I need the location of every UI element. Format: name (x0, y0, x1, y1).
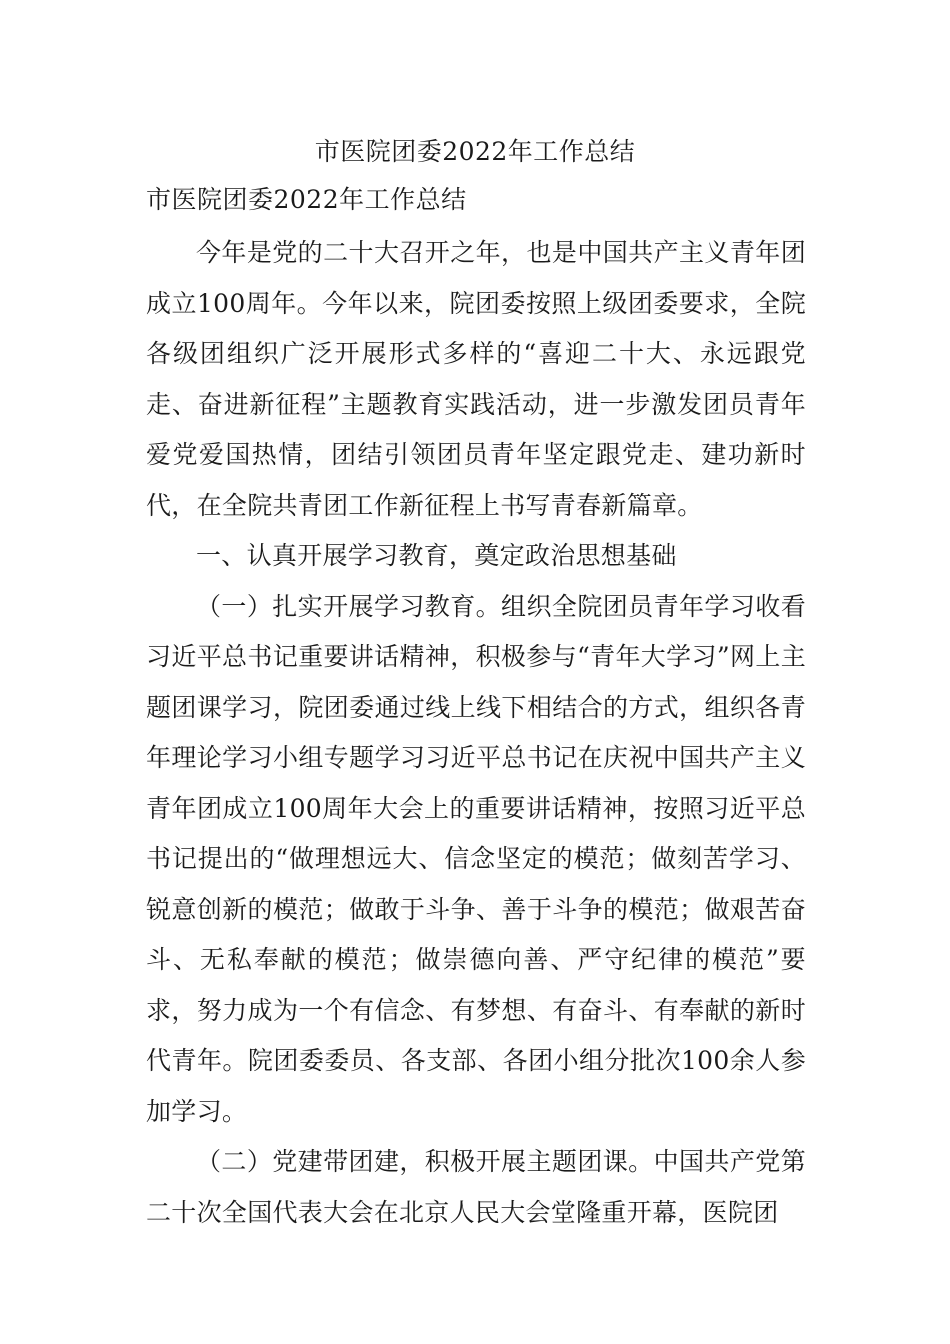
paragraph-party-building: （二）党建带团建，积极开展主题团课。中国共产党第二十次全国代表大会在北京人民大会堂隆重开幕，医院团 (146, 1147, 806, 1227)
paragraph-intro: 今年是党的二十大召开之年，也是中国共产主义青年团成立100周年。今年以来，院团委按照上级团委要求，全院各级团组织广泛开展形式多样的“喜迎二十大、永远跟党走、奋进新征程”主题教育实践活动，进一步激发团员青年爱党爱国热情，团结引领团员青年坚定跟党走、建功新时代，在全院共青团工作新征程上书写青春新篇章。 (146, 238, 806, 520)
document-body (146, 228, 806, 1238)
document-title: 市医院团委2022年工作总结 (314, 137, 636, 166)
section-heading-1: 一、认真开展学习教育，奠定政治思想基础 (196, 541, 677, 570)
document-subtitle: 市医院团委2022年工作总结 (146, 185, 467, 214)
paragraph-study-education: （一）扎实开展学习教育。组织全院团员青年学习收看习近平总书记重要讲话精神，积极参与“青年大学习”网上主题团课学习，院团委通过线上线下相结合的方式，组织各青年理论学习小组专题学习习近平总书记在庆祝中国共产主义青年团成立100周年大会上的重要讲话精神，按照习近平总书记提出的“做理想远大、信念坚定的模范；做刻苦学习、锐意创新的模范；做敢于斗争、善于斗争的模范；做艰苦奋斗、无私奉献的模范；做崇德向善、严守纪律的模范”要求，努力成为一个有信念、有梦想、有奋斗、有奉献的新时代青年。院团委委员、各支部、各团小组分批次100余人参加学习。 (146, 591, 806, 1126)
